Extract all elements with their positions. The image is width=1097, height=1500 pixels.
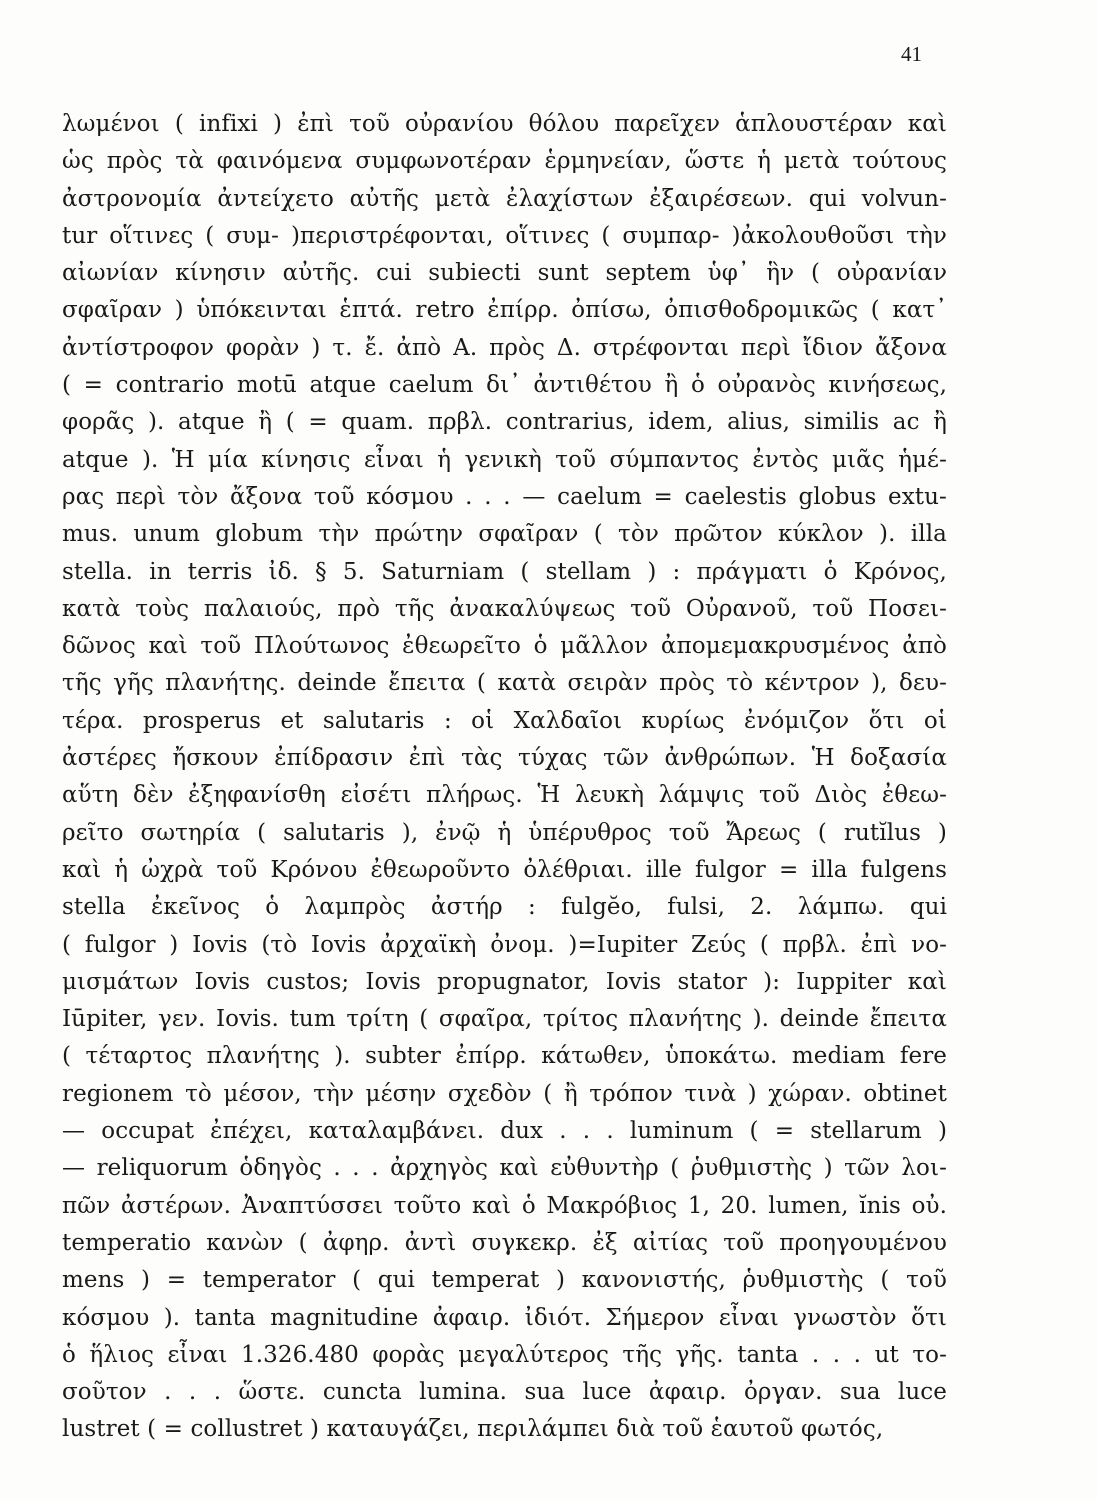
text-line: stella. in terris ἰδ. § 5. Saturniam ( stellam ) : πράγματι ὁ Κρόνος, (62, 558, 947, 585)
text-line: σοῦτον . . . ὥστε. cuncta lumina. sua luce ἀφαιρ. ὀργαν. sua luce (62, 1379, 947, 1406)
text-line: ρεῖτο σωτηρία ( salutaris ), ἐνῷ ἡ ὑπέρυθρος τοῦ Ἄρεως ( rutĭlus ) (62, 819, 947, 846)
text-line: καὶ ἡ ὠχρὰ τοῦ Κρόνου ἐθεωροῦντο ὀλέθριαι. ille fulgor = illa fulgens (62, 856, 947, 883)
text-line: κατὰ τοὺς παλαιούς, πρὸ τῆς ἀνακαλύψεως τοῦ Οὐρανοῦ, τοῦ Ποσει- (62, 595, 947, 622)
text-line: lustret ( = collustret ) καταυγάζει, περιλάμπει διὰ τοῦ ἑαυτοῦ φωτός, (62, 1416, 884, 1443)
text-line: mens ) = temperator ( qui temperat ) κανονιστής, ῥυθμιστὴς ( τοῦ (62, 1267, 947, 1294)
text-line: ( fulgor ) Iovis (τὸ Iovis ἀρχαϊκὴ ὀνομ. )=Iupiter Ζεύς ( πρβλ. ἐπὶ νο- (62, 931, 947, 958)
commentary-text (62, 106, 947, 1449)
page-number: 41 (901, 42, 922, 66)
text-line: — reliquorum ὁδηγὸς . . . ἀρχηγὸς καὶ εὐθυντὴρ ( ῥυθμιστὴς ) τῶν λοι- (62, 1155, 947, 1182)
text-line: ἀντίστροφον φορὰν ) τ. ἔ. ἀπὸ Α. πρὸς Δ. στρέφονται περὶ ἴδιον ἄξονα (62, 334, 947, 361)
text-line: τέρα. prosperus et salutaris : οἱ Χαλδαῖοι κυρίως ἐνόμιζον ὅτι οἱ (62, 707, 947, 734)
text-line: stella ἐκεῖνος ὁ λαμπρὸς ἀστήρ : fulgĕo, fulsi, 2. λάμπω. qui (62, 894, 947, 921)
text-line: ( = contrario motū atque caelum δι᾽ ἀντιθέτου ἢ ὁ οὐρανὸς κινήσεως, (62, 372, 947, 399)
text-line: κόσμου ). tanta magnitudine ἀφαιρ. ἰδιότ. Σήμερον εἶναι γνωστὸν ὅτι (62, 1304, 947, 1331)
text-line: ἀστρονομία ἀντείχετο αὐτῆς μετὰ ἐλαχίστων ἐξαιρέσεων. qui volvun- (62, 185, 947, 212)
text-line: tur οἵτινες ( συμ- )περιστρέφονται, οἵτινες ( συμπαρ- )ἀκολουθοῦσι τὴν (62, 222, 947, 249)
text-line: μισμάτων Iovis custos; Iovis propugnator, Iovis stator ): Iuppiter καὶ (62, 968, 947, 995)
text-line: ἀστέρες ἤσκουν ἐπίδρασιν ἐπὶ τὰς τύχας τῶν ἀνθρώπων. Ἡ δοξασία (62, 745, 947, 772)
text-line: αἰωνίαν κίνησιν αὐτῆς. cui subiecti sunt septem ὑφ᾽ ἣν ( οὐρανίαν (62, 260, 947, 287)
text-line: ρας περὶ τὸν ἄξονα τοῦ κόσμου . . . — caelum = caelestis globus extu- (62, 483, 947, 510)
text-line: temperatio κανὼν ( ἀφηρ. ἀντὶ συγκεκρ. ἐξ αἰτίας τοῦ προηγουμένου (62, 1229, 947, 1256)
text-line: Iūpiter, γεν. Iovis. tum τρίτη ( σφαῖρα, τρίτος πλανήτης ). deinde ἔπειτα (62, 1006, 947, 1033)
text-line: regionem τὸ μέσον, τὴν μέσην σχεδὸν ( ἢ τρόπον τινὰ ) χώραν. obtinet (62, 1080, 947, 1107)
text-line: λωμένοι ( infixi ) ἐπὶ τοῦ οὐρανίου θόλου παρεῖχεν ἁπλουστέραν καὶ (62, 111, 947, 137)
text-line: δῶνος καὶ τοῦ Πλούτωνος ἐθεωρεῖτο ὁ μᾶλλον ἀπομεμακρυσμένος ἀπὸ (62, 633, 947, 660)
text-line: φορᾶς ). atque ἢ ( = quam. πρβλ. contrarius, idem, alius, similis ac ἢ (62, 409, 947, 436)
text-line: πῶν ἀστέρων. Ἀναπτύσσει τοῦτο καὶ ὁ Μακρόβιος 1, 20. lumen, ĭnis οὐ. (62, 1192, 947, 1219)
text-line: αὕτη δὲν ἐξηφανίσθη εἰσέτι πλήρως. Ἡ λευκὴ λάμψις τοῦ Διὸς ἐθεω- (62, 782, 947, 809)
text-line: — occupat ἐπέχει, καταλαμβάνει. dux . . . luminum ( = stellarum ) (62, 1118, 947, 1145)
text-line: τῆς γῆς πλανήτης. deinde ἔπειτα ( κατὰ σειρὰν πρὸς τὸ κέντρον ), δευ- (62, 670, 947, 697)
text-line: mus. unum globum τὴν πρώτην σφαῖραν ( τὸν πρῶτον κύκλον ). illa (62, 521, 947, 548)
text-line: ὁ ἥλιος εἶναι 1.326.480 φορὰς μεγαλύτερος τῆς γῆς. tanta . . . ut το- (62, 1341, 947, 1368)
text-line: atque ). Ἡ μία κίνησις εἶναι ἡ γενικὴ τοῦ σύμπαντος ἐντὸς μιᾶς ἡμέ- (62, 446, 947, 473)
text-line: σφαῖραν ) ὑπόκεινται ἑπτά. retro ἐπίρρ. ὀπίσω, ὀπισθοδρομικῶς ( κατ᾽ (62, 297, 947, 324)
text-line: ( τέταρτος πλανήτης ). subter ἐπίρρ. κάτωθεν, ὑποκάτω. mediam fere (62, 1043, 947, 1070)
text-line: ὡς πρὸς τὰ φαινόμενα συμφωνοτέραν ἑρμηνείαν, ὥστε ἡ μετὰ τούτους (62, 148, 947, 175)
